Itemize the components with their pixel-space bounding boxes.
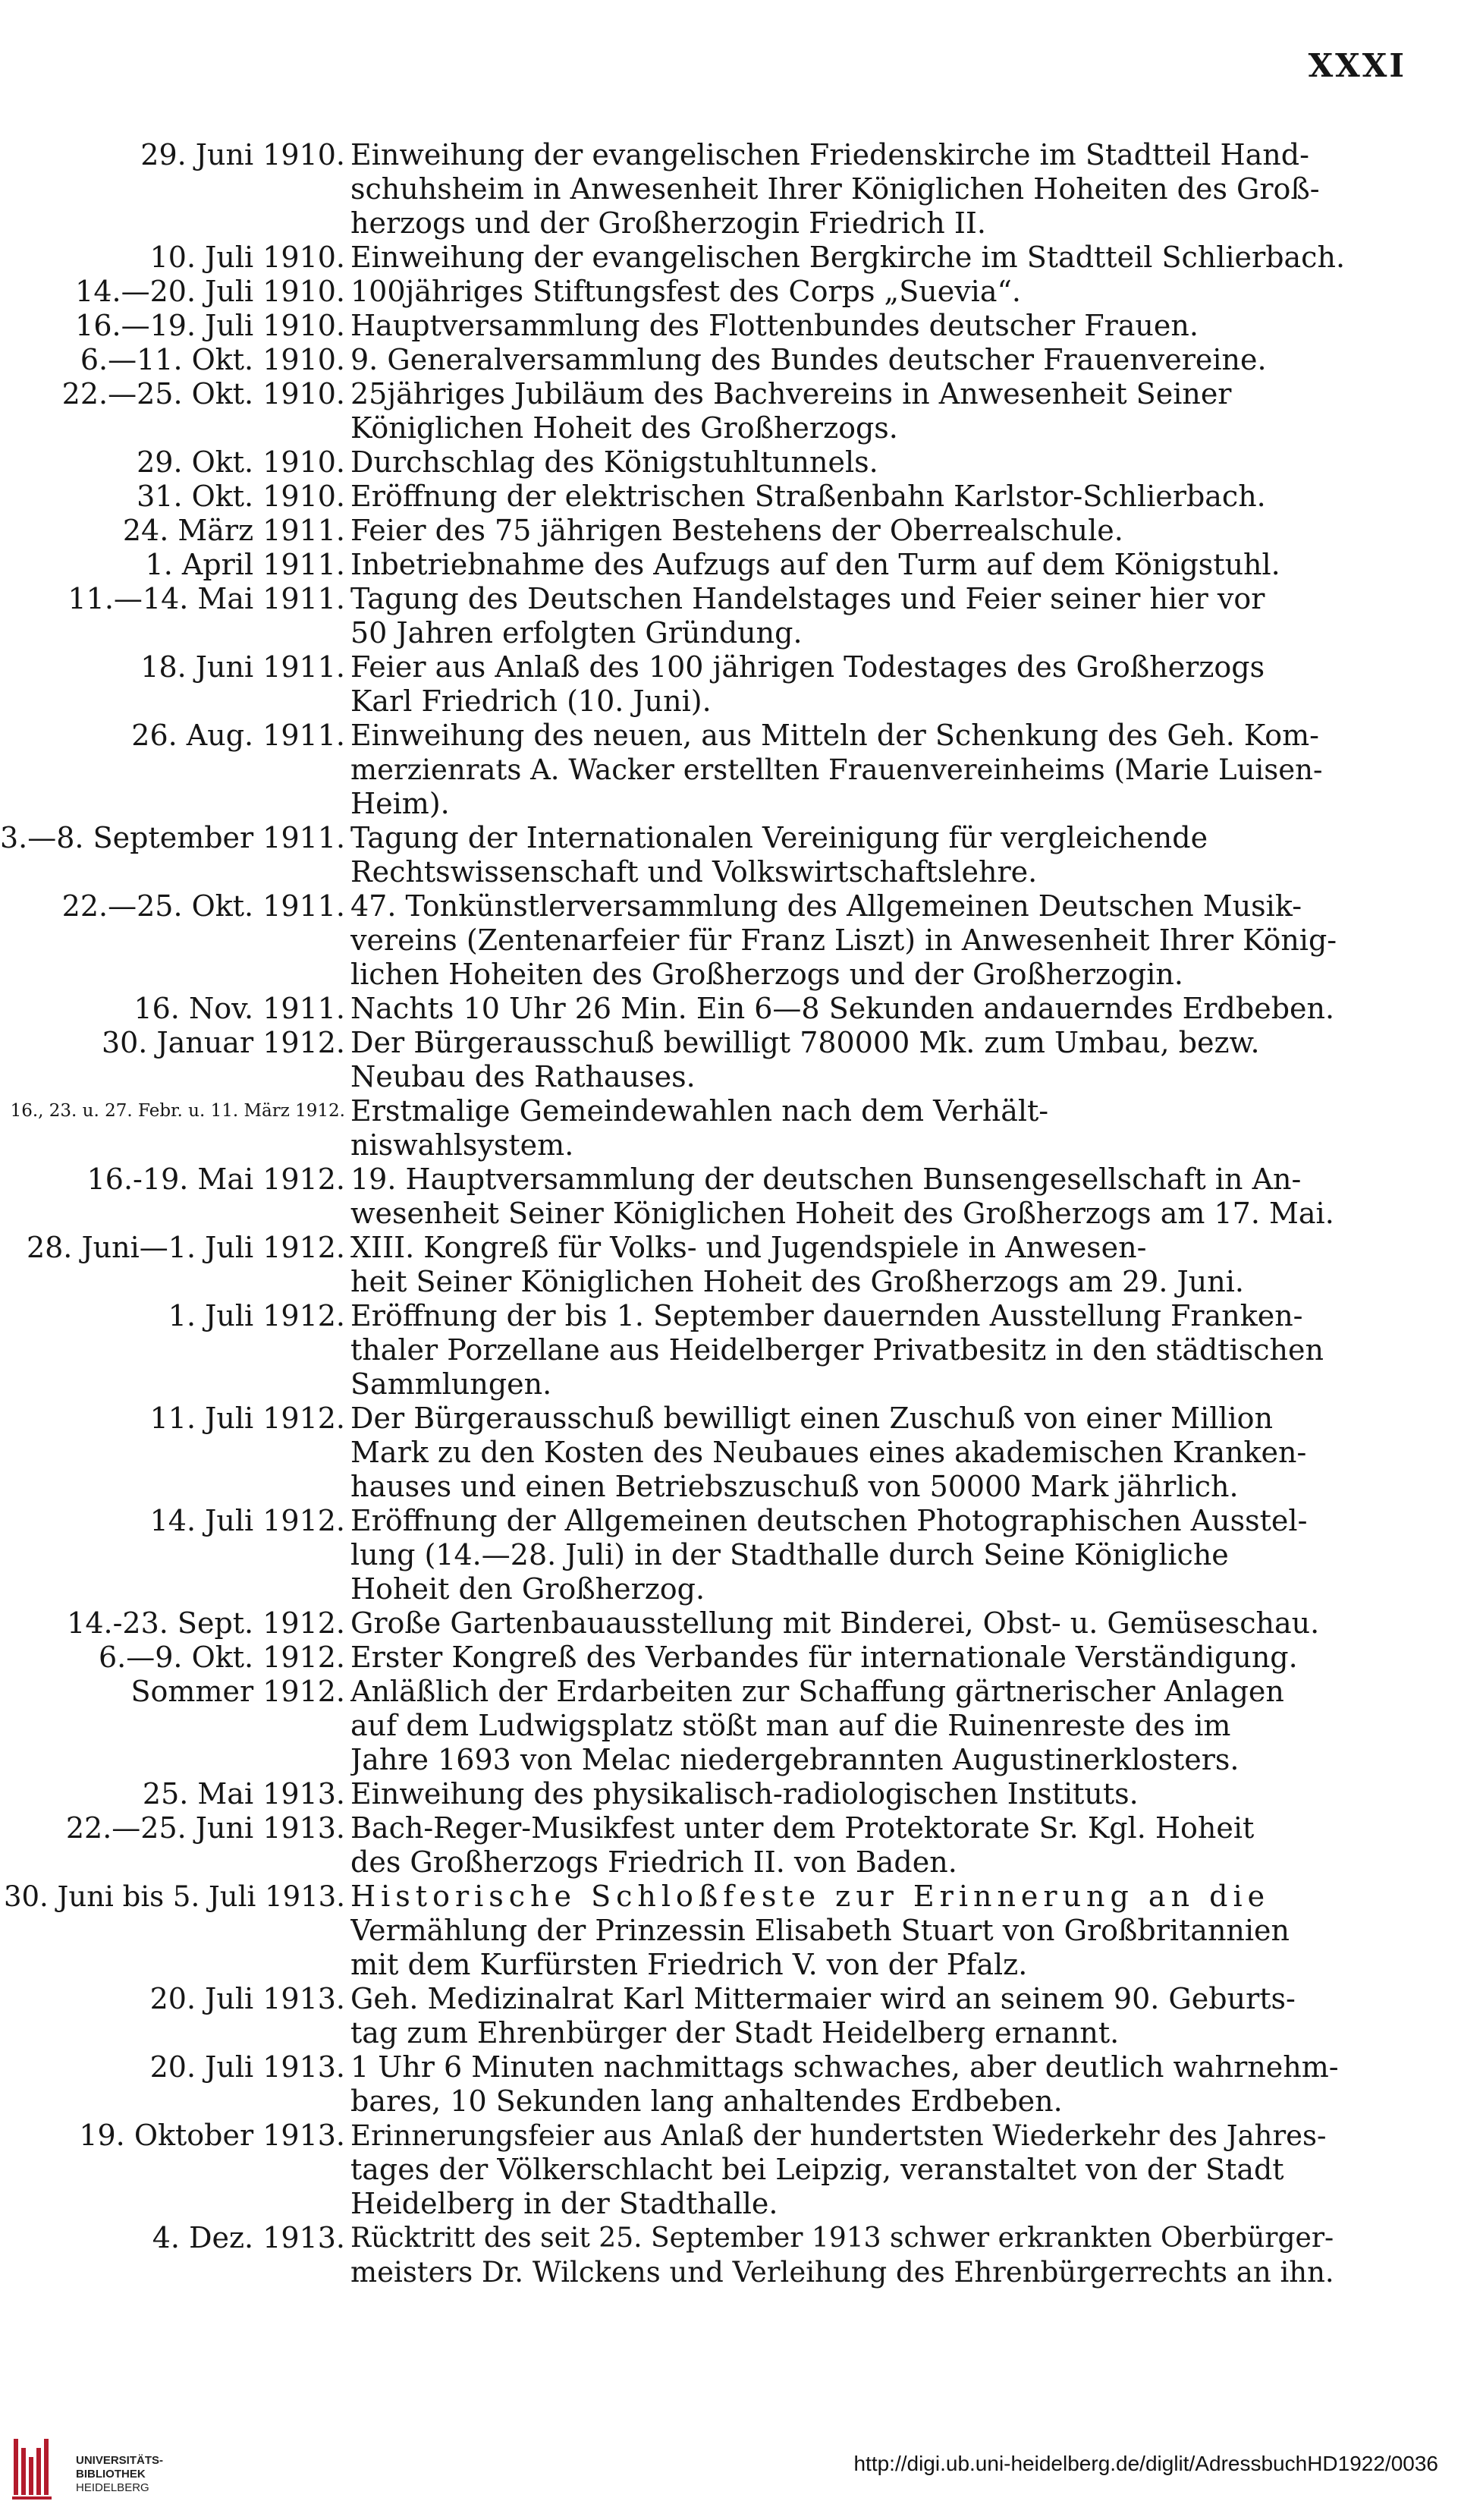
entry-date: 29. Juni 1910.	[140, 138, 345, 171]
chronicle-entry	[0, 480, 1461, 514]
entry-text-line: wesenheit Seiner Königlichen Hoheit des Großherzogs am 17. Mai.	[350, 1197, 1334, 1230]
entry-date: 18. Juni 1911.	[140, 650, 345, 684]
entry-text-line: mit dem Kurfürsten Friedrich V. von der Pfalz.	[350, 1948, 1028, 1981]
chronicle-entry	[0, 445, 1461, 480]
chronicle-entry	[0, 377, 1461, 445]
footer	[0, 2417, 1461, 2520]
entry-date: 3.—8. September 1911.	[0, 821, 346, 854]
entry-text-line: meisters Dr. Wilckens und Verleihung des Ehrenbürgerrechts an ihn.	[350, 2256, 1334, 2289]
entry-date: 30. Januar 1912.	[101, 1026, 345, 1059]
entry-text-line: lung (14.—28. Juli) in der Stadthalle durch Seine Königliche	[350, 1538, 1229, 1571]
entry-date: 6.—11. Okt. 1910.	[80, 343, 345, 376]
chronicle-entry	[0, 2050, 1461, 2119]
entry-date: 30. Juni bis 5. Juli 1913.	[3, 1880, 345, 1913]
entry-text-line: tag zum Ehrenbürger der Stadt Heidelberg ernannt.	[350, 2016, 1120, 2050]
chronicle-entry	[0, 1982, 1461, 2050]
chronicle-entry	[0, 548, 1461, 582]
entry-text-line: auf dem Ludwigsplatz stößt man auf die Ruinenreste des im	[350, 1709, 1231, 1742]
chronicle-entry	[0, 1299, 1461, 1402]
entry-text-line: 50 Jahren erfolgten Gründung.	[350, 616, 803, 650]
chronicle-entry	[0, 138, 1461, 241]
chronicle-entry	[0, 1641, 1461, 1675]
entry-date: 14. Juli 1912.	[149, 1504, 345, 1537]
entry-text-line: Bach-Reger-Musikfest unter dem Protektorate Sr. Kgl. Hoheit	[350, 1811, 1255, 1845]
entry-text-line: Einweihung der evangelischen Bergkirche im Stadtteil Schlierbach.	[350, 241, 1346, 274]
library-name	[76, 2454, 163, 2495]
entry-text-line: Jahre 1693 von Melac niedergebrannten Augustinerklosters.	[350, 1743, 1239, 1776]
entry-date: 28. Juni—1. Juli 1912.	[26, 1231, 345, 1264]
entry-text-line: Königlichen Hoheit des Großherzogs.	[350, 411, 898, 445]
entry-date: 20. Juli 1913.	[149, 2050, 345, 2084]
entry-date: 11. Juli 1912.	[149, 1402, 345, 1435]
chronicle-entry	[0, 1880, 1461, 1982]
entry-text-line: Historische Schloßfeste zur Erinnerung an die	[350, 1880, 1271, 1913]
entry-text-line: 47. Tonkünstlerversammlung des Allgemeinen Deutschen Musik-	[350, 889, 1302, 923]
entry-date: 22.—25. Juni 1913.	[65, 1811, 345, 1845]
chronicle-entry	[0, 514, 1461, 548]
entry-date: 16. Nov. 1911.	[134, 992, 345, 1025]
entry-text-line: 9. Generalversammlung des Bundes deutscher Frauenvereine.	[350, 343, 1267, 376]
chronicle-entry	[0, 821, 1461, 889]
entry-text-line: Sammlungen.	[350, 1367, 552, 1401]
chronicle-entry	[0, 309, 1461, 343]
chronicle-entry	[0, 343, 1461, 377]
entry-date: 1. April 1911.	[145, 548, 345, 581]
entry-text-line: Tagung des Deutschen Handelstages und Feier seiner hier vor	[350, 582, 1265, 615]
chronicle-entry	[0, 2119, 1461, 2221]
chronicle-entry	[0, 582, 1461, 650]
entry-text-line: Heim).	[350, 787, 450, 820]
entry-text-line: Eröffnung der Allgemeinen deutschen Photographischen Ausstel-	[350, 1504, 1308, 1537]
entry-text-line: 100jähriges Stiftungsfest des Corps „Suevia“.	[350, 275, 1022, 308]
chronicle-entry	[0, 241, 1461, 275]
library-name-line-3: HEIDELBERG	[76, 2481, 149, 2494]
entry-text-line: vereins (Zentenarfeier für Franz Liszt) in Anwesenheit Ihrer König-	[350, 923, 1337, 957]
chronicle-entry	[0, 889, 1461, 992]
entry-text-line: Neubau des Rathauses.	[350, 1060, 696, 1093]
entry-text-line: Durchschlag des Königstuhltunnels.	[350, 445, 878, 479]
chronicle-entry	[0, 1026, 1461, 1094]
entry-text-line: niswahlsystem.	[350, 1128, 574, 1162]
entry-text-line: Inbetriebnahme des Aufzugs auf den Turm auf dem Königstuhl.	[350, 548, 1280, 581]
entry-text-line: tages der Völkerschlacht bei Leipzig, veranstaltet von der Stadt	[350, 2153, 1284, 2186]
entry-text-line: Heidelberg in der Stadthalle.	[350, 2187, 778, 2220]
entry-text-line: herzogs und der Großherzogin Friedrich II.	[350, 206, 986, 240]
chronicle-entry	[0, 275, 1461, 309]
entry-text-line: Eröffnung der bis 1. September dauernden Ausstellung Franken-	[350, 1299, 1303, 1332]
library-name-line-1: UNIVERSITÄTS-	[76, 2454, 164, 2467]
entry-date: 16.-19. Mai 1912.	[86, 1162, 345, 1196]
entry-date: 14.-23. Sept. 1912.	[67, 1606, 345, 1640]
chronicle-entry	[0, 1402, 1461, 1504]
chronicle-entry	[0, 2221, 1461, 2289]
entry-date: 24. März 1911.	[122, 514, 345, 547]
chronicle-entry	[0, 992, 1461, 1026]
entry-text-line: Erstmalige Gemeindewahlen nach dem Verhält-	[350, 1094, 1049, 1128]
page-number: XXXI	[1308, 47, 1406, 84]
entry-date: 22.—25. Okt. 1911.	[61, 889, 345, 923]
entry-text-line: Erinnerungsfeier aus Anlaß der hundertsten Wiederkehr des Jahres-	[350, 2119, 1327, 2152]
entry-text-line: 19. Hauptversammlung der deutschen Bunsengesellschaft in An-	[350, 1162, 1302, 1196]
chronicle-entry	[0, 650, 1461, 719]
chronicle-entry	[0, 1606, 1461, 1641]
entry-text-line: schuhsheim in Anwesenheit Ihrer Königlichen Hoheiten des Groß-	[350, 172, 1320, 206]
entry-text-line: Feier aus Anlaß des 100 jährigen Todestages des Großherzogs	[350, 650, 1265, 684]
entry-date: 6.—9. Okt. 1912.	[99, 1641, 345, 1674]
entry-text-line: des Großherzogs Friedrich II. von Baden.	[350, 1845, 957, 1879]
entry-text-line: Mark zu den Kosten des Neubaues eines akademischen Kranken-	[350, 1436, 1307, 1469]
entry-text-line: Erster Kongreß des Verbandes für internationale Verständigung.	[350, 1641, 1298, 1674]
entry-text-line: thaler Porzellane aus Heidelberger Privatbesitz in den städtischen	[350, 1333, 1324, 1367]
entry-date: 10. Juli 1910.	[149, 241, 345, 274]
entry-date: Sommer 1912.	[130, 1675, 345, 1708]
entry-text-line: Tagung der Internationalen Vereinigung für vergleichende	[350, 821, 1208, 854]
entry-text-line: bares, 10 Sekunden lang anhaltendes Erdbeben.	[350, 2084, 1063, 2118]
entry-text-line: Vermählung der Prinzessin Elisabeth Stuart von Großbritannien	[350, 1914, 1290, 1947]
entry-date: 14.—20. Juli 1910.	[75, 275, 345, 308]
entry-text-line: merzienrats A. Wacker erstellten Frauenvereinheims (Marie Luisen-	[350, 753, 1323, 786]
entry-date: 16.—19. Juli 1910.	[75, 309, 345, 342]
source-url-link[interactable]: http://digi.ub.uni-heidelberg.de/diglit/AdressbuchHD1922/0036	[853, 2452, 1438, 2475]
entry-text-line: Nachts 10 Uhr 26 Min. Ein 6—8 Sekunden andauerndes Erdbeben.	[350, 992, 1335, 1025]
entry-date: 1. Juli 1912.	[168, 1299, 345, 1332]
entry-text-line: Eröffnung der elektrischen Straßenbahn Karlstor-Schlierbach.	[350, 480, 1266, 513]
entry-text-line: Rechtswissenschaft und Volkswirtschaftslehre.	[350, 855, 1038, 889]
chronicle-entry	[0, 1777, 1461, 1811]
entry-text-line: Feier des 75 jährigen Bestehens der Oberrealschule.	[350, 514, 1123, 547]
library-logo[interactable]	[11, 2436, 193, 2512]
entry-text-line: Einweihung des physikalisch-radiologischen Instituts.	[350, 1777, 1139, 1811]
entry-text-line: Karl Friedrich (10. Juni).	[350, 684, 712, 718]
chronicle-entry	[0, 1094, 1461, 1162]
chronicle-entry	[0, 719, 1461, 821]
chronicle-entries	[0, 138, 1461, 2289]
entry-date: 4. Dez. 1913.	[152, 2221, 345, 2254]
library-emblem-icon	[11, 2436, 68, 2504]
entry-text-line: Der Bürgerausschuß bewilligt einen Zuschuß von einer Million	[350, 1402, 1274, 1435]
entry-text-line: heit Seiner Königlichen Hoheit des Großherzogs am 29. Juni.	[350, 1265, 1244, 1298]
entry-date: 26. Aug. 1911.	[131, 719, 345, 752]
entry-date: 25. Mai 1913.	[142, 1777, 345, 1811]
library-name-line-2: BIBLIOTHEK	[76, 2468, 146, 2481]
entry-date: 31. Okt. 1910.	[137, 480, 345, 513]
entry-text-line: lichen Hoheiten des Großherzogs und der Großherzogin.	[350, 958, 1183, 991]
entry-date: 29. Okt. 1910.	[137, 445, 345, 479]
entry-text-line: Der Bürgerausschuß bewilligt 780000 Mk. zum Umbau, bezw.	[350, 1026, 1260, 1059]
entry-date: 11.—14. Mai 1911.	[68, 582, 345, 615]
entry-text-line: 25jähriges Jubiläum des Bachvereins in Anwesenheit Seiner	[350, 377, 1232, 411]
entry-date: 20. Juli 1913.	[149, 1982, 345, 2015]
chronicle-entry	[0, 1504, 1461, 1606]
chronicle-entry	[0, 1162, 1461, 1231]
entry-text-line: hauses und einen Betriebszuschuß von 50000 Mark jährlich.	[350, 1470, 1239, 1503]
entry-text-line: Anläßlich der Erdarbeiten zur Schaffung gärtnerischer Anlagen	[350, 1675, 1284, 1708]
entry-text-line: 1 Uhr 6 Minuten nachmittags schwaches, aber deutlich wahrnehm-	[350, 2050, 1339, 2084]
entry-text-line: XIII. Kongreß für Volks- und Jugendspiele in Anwesen-	[350, 1231, 1147, 1264]
entry-text-line: Geh. Medizinalrat Karl Mittermaier wird an seinem 90. Geburts-	[350, 1982, 1296, 2015]
entry-date: 19. Oktober 1913.	[79, 2119, 345, 2152]
entry-text-line: Einweihung des neuen, aus Mitteln der Schenkung des Geh. Kom-	[350, 719, 1319, 752]
chronicle-entry	[0, 1811, 1461, 1880]
entry-text-line: Hoheit den Großherzog.	[350, 1572, 705, 1606]
entry-text-line: Rücktritt des seit 25. September 1913 schwer erkrankten Oberbürger-	[350, 2223, 1334, 2254]
chronicle-entry	[0, 1231, 1461, 1299]
entry-date: 16., 23. u. 27. Febr. u. 11. März 1912.	[10, 1101, 345, 1121]
entry-text-line: Einweihung der evangelischen Friedenskirche im Stadtteil Hand-	[350, 138, 1309, 171]
entry-text-line: Hauptversammlung des Flottenbundes deutscher Frauen.	[350, 309, 1199, 342]
entry-text-line: Große Gartenbauausstellung mit Binderei, Obst- u. Gemüseschau.	[350, 1606, 1320, 1640]
entry-date: 22.—25. Okt. 1910.	[61, 377, 345, 411]
chronicle-entry	[0, 1675, 1461, 1777]
